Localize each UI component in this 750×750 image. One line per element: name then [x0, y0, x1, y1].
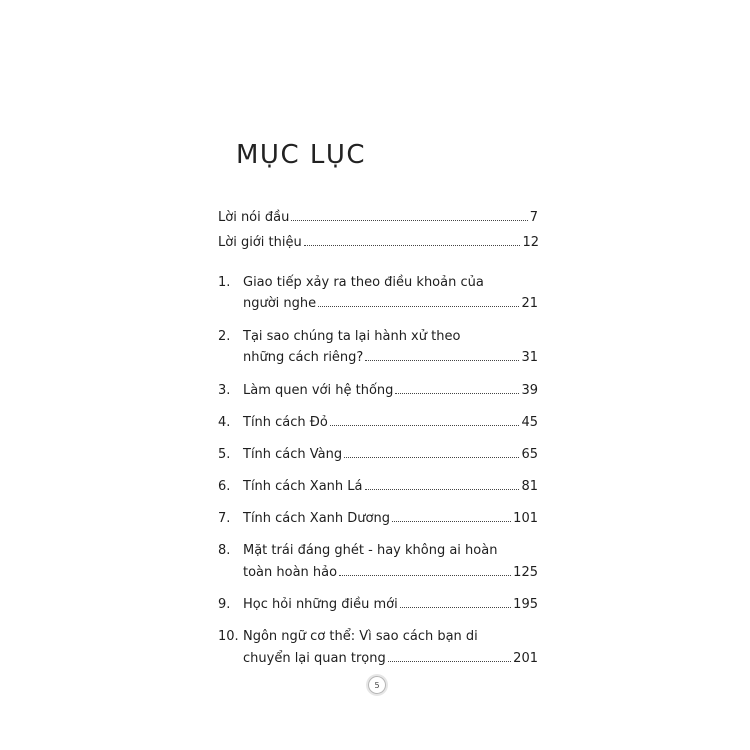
toc-entry-page: 7	[529, 210, 538, 225]
toc-entry-chapter-7[interactable]	[243, 511, 538, 527]
toc-chapter-number: 2.	[218, 329, 231, 344]
toc-entry-page: 31	[521, 350, 538, 365]
toc-entry-foreword[interactable]	[218, 210, 538, 226]
toc-entry-label: Làm quen với hệ thống	[243, 383, 394, 398]
dot-leader	[365, 360, 519, 361]
toc-chapter-number: 4.	[218, 415, 231, 430]
toc-chapter-title-line: Ngôn ngữ cơ thể: Vì sao cách bạn di	[243, 629, 478, 644]
toc-chapter-title-line: Tại sao chúng ta lại hành xử theo	[243, 329, 461, 344]
page-title: MỤC LỤC	[236, 140, 367, 170]
toc-chapter-number: 6.	[218, 479, 231, 494]
toc-entry-page: 12	[522, 235, 539, 250]
toc-entry-introduction[interactable]	[218, 235, 539, 251]
toc-chapter-number: 8.	[218, 543, 231, 558]
toc-entry-label: Tính cách Xanh Lá	[243, 479, 363, 494]
toc-chapter-number: 3.	[218, 383, 231, 398]
toc-entry-label: người nghe	[243, 296, 317, 311]
toc-entry-page: 39	[521, 383, 538, 398]
dot-leader	[344, 457, 519, 458]
toc-entry-chapter-2[interactable]	[243, 350, 538, 366]
toc-entry-chapter-6[interactable]	[243, 479, 538, 495]
toc-chapter-number: 5.	[218, 447, 231, 462]
toc-entry-page: 101	[513, 511, 538, 526]
dot-leader	[365, 489, 520, 490]
toc-entry-label: Lời giới thiệu	[218, 235, 302, 250]
toc-entry-page: 201	[513, 651, 538, 666]
toc-chapter-number: 7.	[218, 511, 231, 526]
toc-entry-label: chuyển lại quan trọng	[243, 651, 386, 666]
toc-entry-page: 65	[521, 447, 538, 462]
toc-entry-page: 125	[513, 565, 538, 580]
toc-chapter-number: 9.	[218, 597, 231, 612]
toc-entry-page: 21	[521, 296, 538, 311]
toc-chapter-number: 10.	[218, 629, 239, 644]
toc-entry-chapter-9[interactable]	[243, 597, 538, 613]
dot-leader	[291, 220, 527, 221]
toc-entry-chapter-5[interactable]	[243, 447, 538, 463]
toc-entry-label: Học hỏi những điều mới	[243, 597, 398, 612]
toc-entry-page: 195	[513, 597, 538, 612]
dot-leader	[330, 425, 520, 426]
toc-entry-chapter-1[interactable]	[243, 296, 538, 312]
toc-entry-label: Tính cách Đỏ	[243, 415, 328, 430]
toc-entry-chapter-3[interactable]	[243, 383, 538, 399]
dot-leader	[304, 245, 521, 246]
toc-entry-label: Tính cách Xanh Dương	[243, 511, 390, 526]
dot-leader	[388, 661, 511, 662]
toc-chapter-title-line: Giao tiếp xảy ra theo điều khoản của	[243, 275, 484, 290]
toc-entry-page: 45	[521, 415, 538, 430]
dot-leader	[339, 575, 511, 576]
toc-entry-label: toàn hoàn hảo	[243, 565, 338, 580]
dot-leader	[318, 306, 519, 307]
toc-entry-chapter-4[interactable]	[243, 415, 538, 431]
dot-leader	[392, 521, 511, 522]
page-number-text: 5	[374, 680, 380, 690]
toc-entry-label: Lời nói đầu	[218, 210, 290, 225]
toc-entry-chapter-10[interactable]	[243, 651, 538, 667]
toc-entry-page: 81	[521, 479, 538, 494]
toc-chapter-number: 1.	[218, 275, 231, 290]
toc-entry-label: Tính cách Vàng	[243, 447, 343, 462]
toc-entry-chapter-8[interactable]	[243, 565, 538, 581]
toc-chapter-title-line: Mặt trái đáng ghét - hay không ai hoàn	[243, 543, 498, 558]
page-number	[368, 676, 386, 694]
dot-leader	[400, 607, 511, 608]
toc-entry-label: những cách riêng?	[243, 350, 364, 365]
dot-leader	[395, 393, 519, 394]
